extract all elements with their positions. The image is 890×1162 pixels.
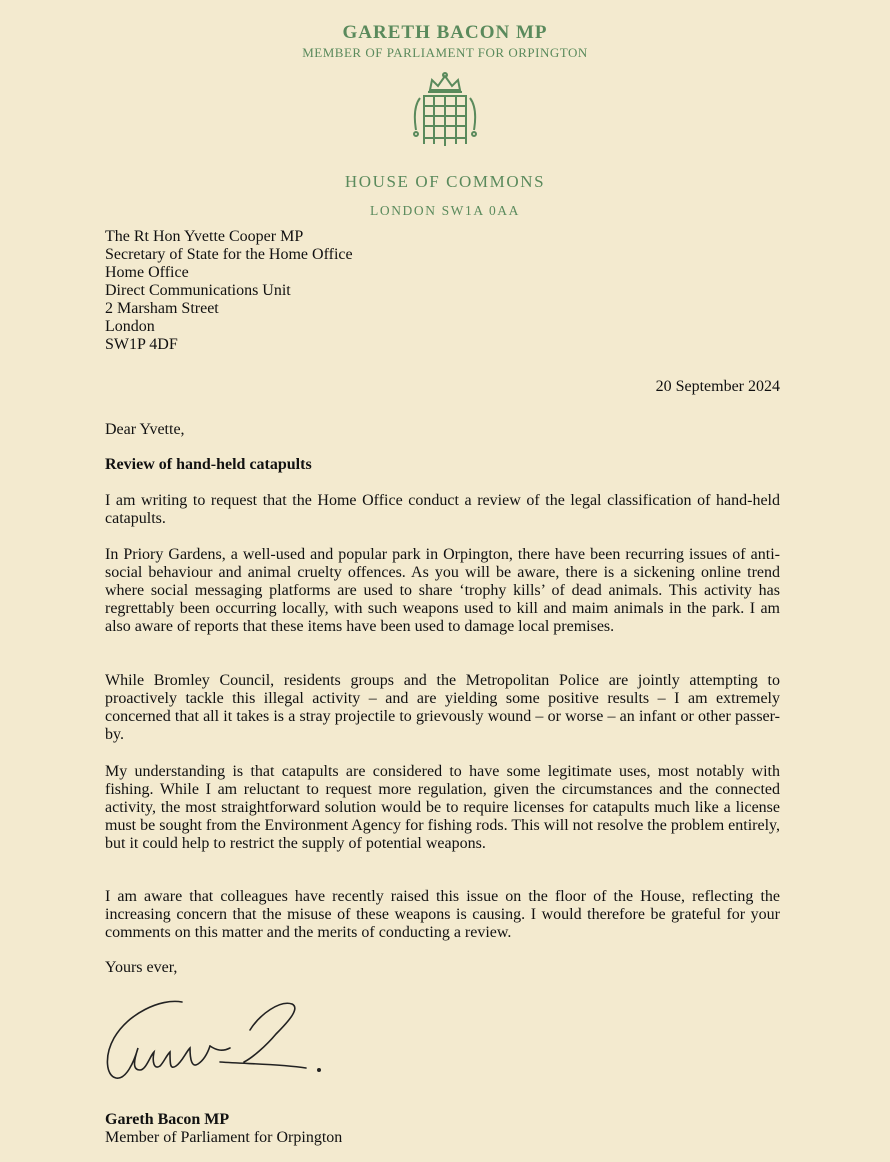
address-line: SW1P 4DF: [105, 336, 178, 353]
letter-date: 20 September 2024: [655, 378, 780, 395]
letterhead-address: LONDON SW1A 0AA: [370, 203, 520, 218]
letterhead-subtitle: MEMBER OF PARLIAMENT FOR ORPINGTON: [302, 45, 588, 60]
address-line: Direct Communications Unit: [105, 282, 291, 299]
body-paragraph: I am aware that colleagues have recently raised this issue on the floor of the House, reflecting the increasing concern that the misuse of these weapons is causing. I would therefore be grateful for your comments on this matter and the merits of conducting a review.: [105, 888, 780, 941]
salutation: Dear Yvette,: [105, 421, 185, 438]
address-line: London: [105, 318, 155, 335]
subject-heading: Review of hand-held catapults: [105, 456, 312, 473]
body-paragraph: While Bromley Council, residents groups and the Metropolitan Police are jointly attempting to proactively tackle this illegal activity – and are yielding some positive results – I am extremely concerned that all it takes is a stray projectile to grievously wound – or worse – an infant or other passer-by.: [105, 672, 780, 743]
address-line: 2 Marsham Street: [105, 300, 219, 317]
body-paragraph: In Priory Gardens, a well-used and popular park in Orpington, there have been recurring issues of anti-social behaviour and animal cruelty offences. As you will be aware, there is a sickening online trend where social messaging platforms are used to share ‘trophy kills’ of dead animals. This activity has regrettably been occurring locally, with such weapons used to kill and maim animals in the park. I am also aware of reports that these items have been used to damage local premises.: [105, 546, 780, 635]
handwritten-signature: [100, 990, 330, 1090]
address-line: The Rt Hon Yvette Cooper MP: [105, 228, 304, 245]
body-paragraph: My understanding is that catapults are considered to have some legitimate uses, most notably with fishing. While I am reluctant to request more regulation, given the circumstances and the connected activity, the most straightforward solution would be to require licenses for catapults much like a license must be sought from the Environment Agency for fishing rods. This will not resolve the problem entirely, but it could help to restrict the supply of potential weapons.: [105, 763, 780, 852]
address-line: Secretary of State for the Home Office: [105, 246, 353, 263]
address-line: Home Office: [105, 264, 189, 281]
closing: Yours ever,: [105, 959, 178, 976]
recipient-address: [105, 228, 353, 354]
letterhead-house: HOUSE OF COMMONS: [344, 172, 546, 191]
sender-name: Gareth Bacon MP: [105, 1111, 230, 1128]
sender-role: Member of Parliament for Orpington: [105, 1129, 343, 1146]
body-paragraph: I am writing to request that the Home Office conduct a review of the legal classification of hand-held catapults.: [105, 492, 780, 527]
portcullis-icon: [410, 72, 480, 150]
letterhead-name: GARETH BACON MP: [342, 22, 548, 43]
